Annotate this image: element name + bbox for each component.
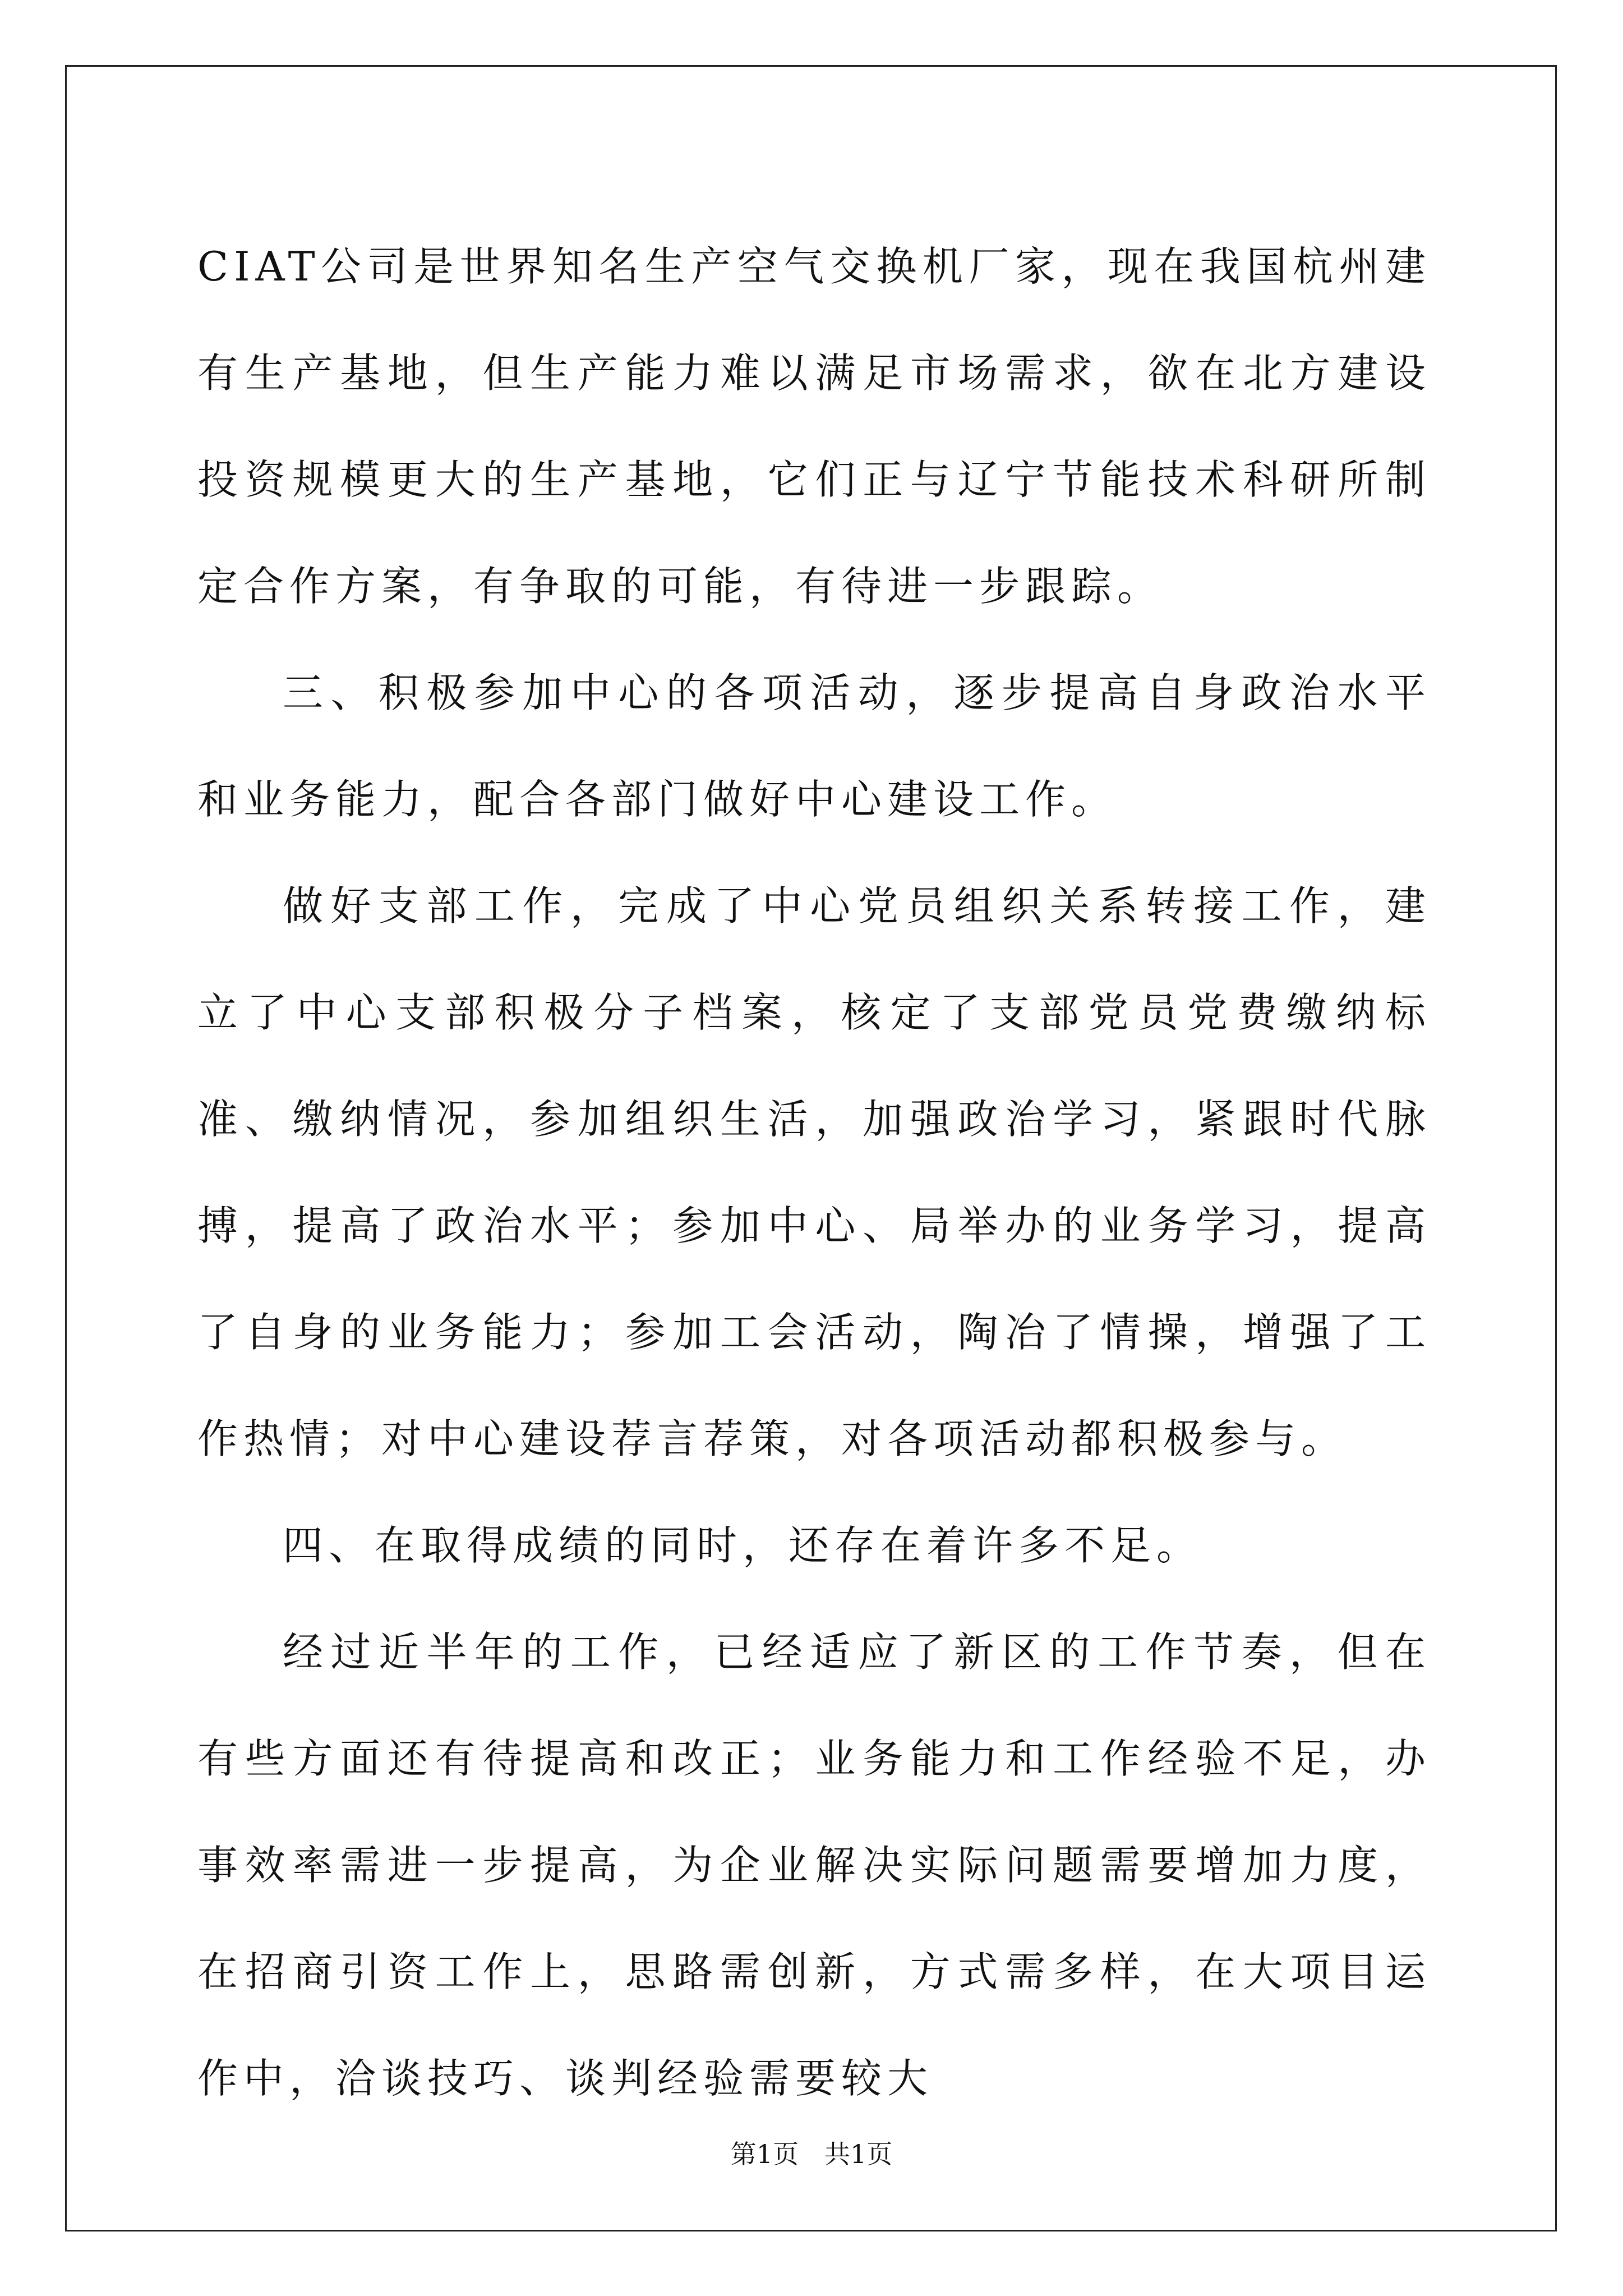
document-body xyxy=(197,213,1431,2132)
paragraph-4: 四、在取得成绩的同时，还存在着许多不足。 xyxy=(283,1522,1203,1569)
paragraph-5: 经过近半年的工作，已经适应了新区的工作节奏，但在有些方面还有待提高和改正；业务能力和工作经验不足，办事效率需进一步提高，为企业解决实际问题需要增加力度，在招商引资工作上，思路需创新，方式需多样，在大项目运作中，洽谈技巧、谈判经验需要较大 xyxy=(197,1628,1431,2102)
paragraph-1: CIAT公司是世界知名生产空气交换机厂家，现在我国杭州建有生产基地，但生产能力难以满足市场需求，欲在北方建设投资规模更大的生产基地，它们正与辽宁节能技术科研所制定合作方案，有争取的可能，有待进一步跟踪。 xyxy=(197,243,1431,610)
paragraph-2: 三、积极参加中心的各项活动，逐步提高自身政治水平和业务能力，配合各部门做好中心建设工作。 xyxy=(197,669,1431,823)
paragraph-3: 做好支部工作，完成了中心党员组织关系转接工作，建立了中心支部积极分子档案，核定了支部党员党费缴纳标准、缴纳情况，参加组织生活，加强政治学习，紧跟时代脉搏，提高了政治水平；参加中心、局举办的业务学习，提高了自身的业务能力；参加工会活动，陶冶了情操，增强了工作热情；对中心建设荐言荐策，对各项活动都积极参与。 xyxy=(197,882,1431,1462)
page-number-footer: 第1页 共1页 xyxy=(730,2139,893,2169)
